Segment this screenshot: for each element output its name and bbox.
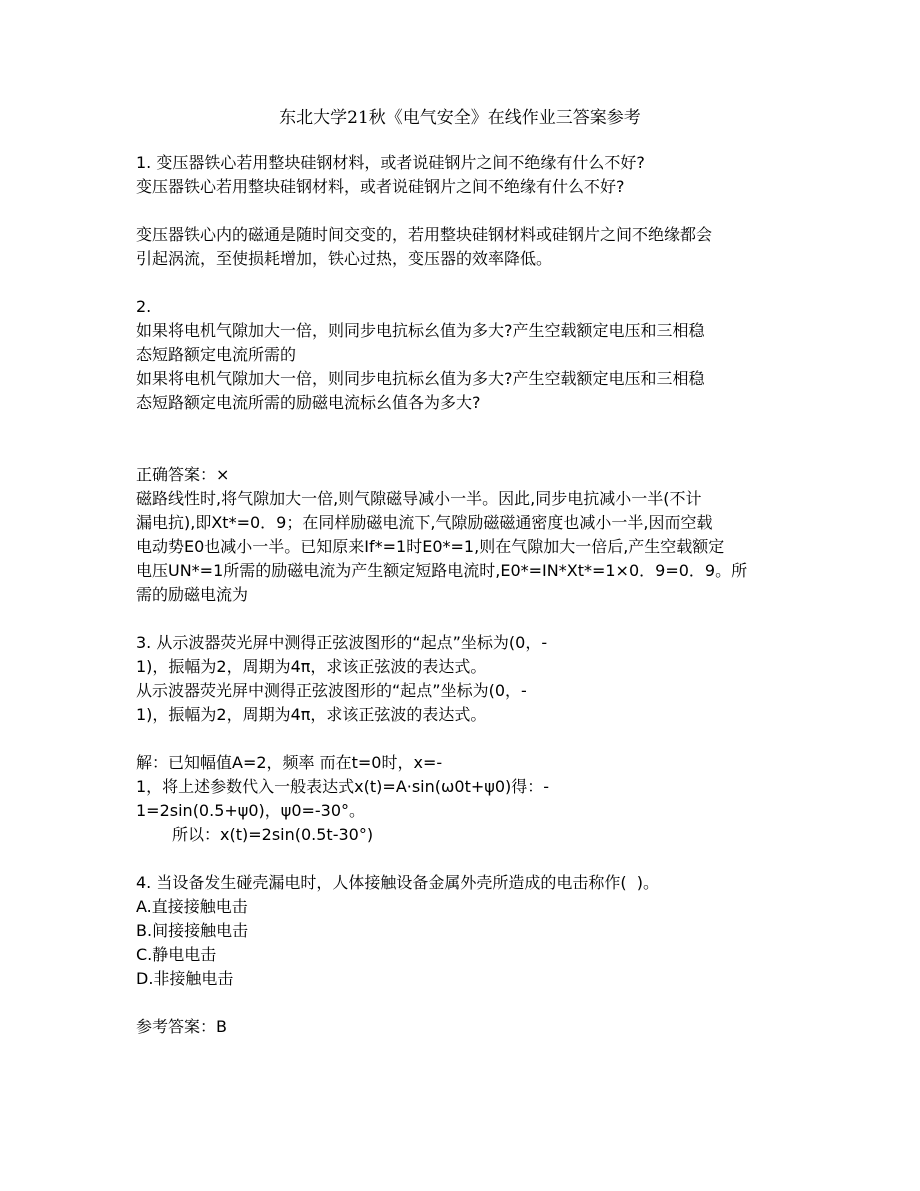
question-1-answer: 引起涡流，至使损耗增加，铁心过热，变压器的效率降低。 bbox=[136, 249, 553, 268]
question-3-answer: 1=2sin(0.5+ψ0)，ψ0=-30°。 bbox=[136, 801, 366, 820]
question-2-answer: 磁路线性时,将气隙加大一倍,则气隙磁导减小一半。因此,同步电抗减小一半(不计 bbox=[136, 489, 702, 508]
question-4-answer: 参考答案：B bbox=[136, 1017, 227, 1036]
option-d: D.非接触电击 bbox=[136, 969, 234, 988]
document-title: 东北大学21秋《电气安全》在线作业三答案参考 bbox=[279, 108, 641, 128]
question-2-answer-label: 正确答案：× bbox=[136, 465, 230, 484]
question-3-text: 3. 从示波器荧光屏中测得正弦波图形的“起点”坐标为(0，- bbox=[136, 633, 548, 652]
question-3-text-repeat: 1)，振幅为2，周期为4π，求该正弦波的表达式。 bbox=[136, 705, 487, 724]
option-a: A.直接接触电击 bbox=[136, 897, 248, 916]
question-2-answer: 电动势E0也减小一半。已知原来If*=1时E0*=1,则在气隙加大一倍后,产生空载额定 bbox=[136, 537, 725, 556]
question-3 bbox=[136, 631, 796, 847]
question-3-text: 1)，振幅为2，周期为4π，求该正弦波的表达式。 bbox=[136, 657, 487, 676]
question-2-text: 态短路额定电流所需的 bbox=[136, 345, 297, 364]
question-1-text-repeat: 变压器铁心若用整块硅钢材料，或者说硅钢片之间不绝缘有什么不好? bbox=[136, 177, 625, 196]
question-2-answer: 电压UN*=1所需的励磁电流为产生额定短路电流时,E0*=IN*Xt*=1×0．9=0．9。所 bbox=[136, 561, 748, 580]
question-2 bbox=[136, 295, 796, 607]
question-4-text: 4. 当设备发生碰壳漏电时，人体接触设备金属外壳所造成的电击称作( )。 bbox=[136, 873, 660, 892]
document-body bbox=[136, 151, 796, 1039]
question-1-answer: 变压器铁心内的磁通是随时间交变的，若用整块硅钢材料或硅钢片之间不绝缘都会 bbox=[136, 225, 713, 244]
question-1-text: 1. 变压器铁心若用整块硅钢材料，或者说硅钢片之间不绝缘有什么不好? bbox=[136, 153, 645, 172]
question-3-text-repeat: 从示波器荧光屏中测得正弦波图形的“起点”坐标为(0，- bbox=[136, 681, 527, 700]
question-2-text: 如果将电机气隙加大一倍，则同步电抗标幺值为多大?产生空载额定电压和三相稳 bbox=[136, 321, 705, 340]
question-3-answer: 解：已知幅值A=2，频率 而在t=0时，x=- bbox=[136, 753, 443, 772]
option-c: C.静电电击 bbox=[136, 945, 217, 964]
question-1 bbox=[136, 151, 796, 271]
question-3-answer-final: 所以：x(t)=2sin(0.5t-30°) bbox=[172, 825, 374, 844]
question-2-answer: 需的励磁电流为 bbox=[136, 585, 249, 604]
option-b: B.间接接触电击 bbox=[136, 921, 249, 940]
question-2-text-repeat: 如果将电机气隙加大一倍，则同步电抗标幺值为多大?产生空载额定电压和三相稳 bbox=[136, 369, 705, 388]
question-3-answer: 1，将上述参数代入一般表达式x(t)=A·sin(ω0t+ψ0)得：- bbox=[136, 777, 550, 796]
question-4 bbox=[136, 871, 796, 1039]
question-2-text-repeat: 态短路额定电流所需的励磁电流标幺值各为多大? bbox=[136, 393, 481, 412]
question-2-number: 2. bbox=[136, 297, 152, 316]
question-2-answer: 漏电抗),即Xt*=0．9；在同样励磁电流下,气隙励磁磁通密度也减小一半,因而空载 bbox=[136, 513, 713, 532]
